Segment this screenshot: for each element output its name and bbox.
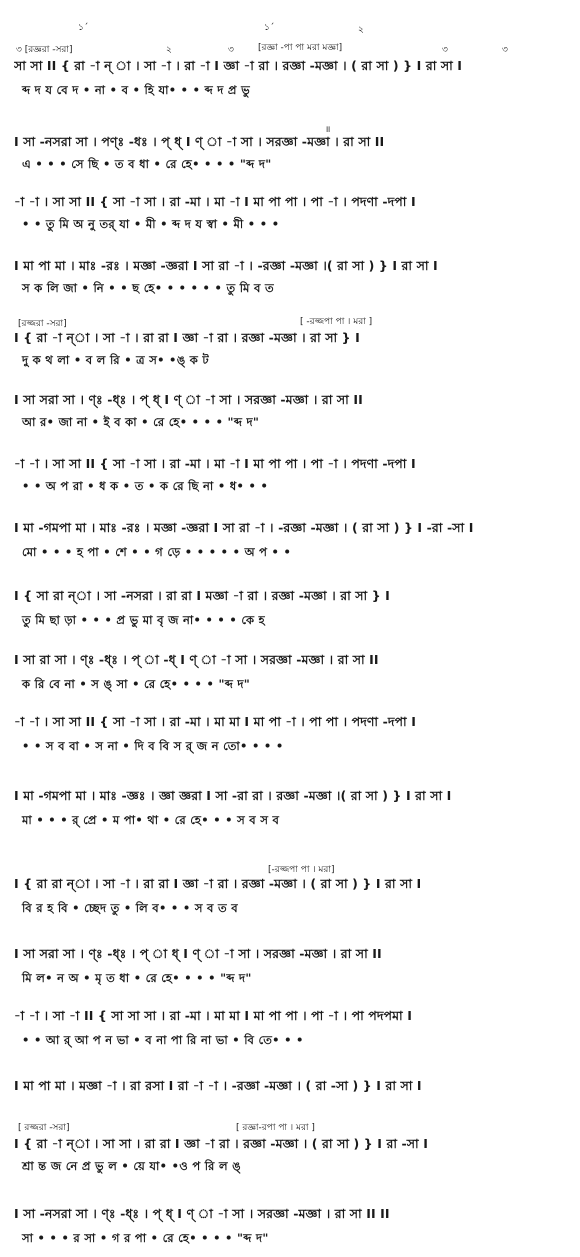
lyric-line: • • তু মি অ নু তর্ যা • মী • ব্দ দ য স্বা • মী • • • (22, 217, 280, 231)
swara-line: I { রা -া ন্া । সা -া । রা রা I জ্ঞা -া রা । রজ্ঞা -মজ্ঞা । রা সা } I (14, 330, 360, 345)
lyric-line: মো • • • হ পা • শে • • গ ড়ে • • • • • অ প • • (22, 545, 292, 559)
phrase-marking: [ রজ্জরা -সরা] (18, 1123, 70, 1133)
lyric-line: ক রি বে না • স ঙ্ সা • রে হে• • • • "ব্দ দ" (22, 677, 251, 691)
lyric-line: মি ল• ন অ • মৃ ত ধা • রে হে• • • • "ব্দ দ" (22, 971, 252, 985)
phrase-marking: [-রজ্জপা পা । মরা] (268, 865, 335, 875)
phrase-marking: [ রজ্ঞা-রপা পা । মরা ] (236, 1123, 315, 1133)
lyric-line: মা • • • র্ প্রে • ম পা• থা • রে হে• • • স ব স ব (22, 813, 280, 827)
swara-line: -া -া । সা সা II { সা -া সা । রা -মা । মা -া I মা পা পা । পা -া । পদণা -দপা I (14, 194, 416, 209)
lyric-line: তু মি ছা ড়া • • • প্র ভু মা বৃ জ না• • • • কে হ (22, 613, 265, 627)
swara-line: I মা পা মা । মজ্ঞা -া । রা রসা I রা -া -া । -রজ্ঞা -মজ্ঞা । ( রা -সা ) } I রা সা I (14, 1078, 422, 1093)
swara-line: -া -া । সা সা II { সা -া সা । রা -মা । মা মা I মা পা -া । পা পা । পদণা -দপা I (14, 714, 416, 729)
swara-line: I সা -নসরা সা । পণ্ঃ -ধঃ । প্ ধ্ I ণ্ া -া সা । সরজ্ঞা -মজ্ঞা । রা সা II (14, 134, 385, 149)
phrase-marking: ২ (166, 45, 172, 55)
phrase-marking: [রজ্জরা -সরা] (18, 319, 67, 329)
swara-line: I সা -নসরা সা । ণ্ঃ -ধ্ঃ । প্ ধ্ I ণ্ া -া সা । সরজ্ঞা -মজ্ঞা । রা সা II II (14, 1206, 390, 1221)
swara-line: -া -া । সা সা II { সা -া সা । রা -মা । মা -া I মা পা পা । পা -া । পদণা -দপা I (14, 456, 416, 471)
swara-line: I { রা -া ন্া । সা সা । রা রা I জ্ঞা -া রা । রজ্ঞা -মজ্ঞা । ( রা সা ) } I রা -সা I (14, 1136, 428, 1151)
swara-line: I মা পা মা । মাঃ -রঃ । মজ্ঞা -জ্ঞরা I সা রা -া । -রজ্ঞা -মজ্ঞা ।( রা সা ) } I রা সা I (14, 258, 438, 273)
phrase-marking: ॥ (325, 125, 331, 135)
phrase-marking: ১´ (264, 23, 275, 33)
swara-line: I মা -গমপা মা । মাঃ -জ্ঞঃ । জ্ঞা জ্ঞরা I সা -রা রা । রজ্ঞা -মজ্ঞা ।( রা সা ) } I রা সা I (14, 788, 452, 803)
lyric-line: এ • • • সে ছি • ত ব ধা • রে হে• • • • "ব্দ দ" (22, 157, 272, 171)
lyric-line: স ক লি জা • নি • • ছ হে• • • • • • তু মি ব ত (22, 281, 274, 295)
phrase-marking: ৩ (442, 45, 448, 55)
phrase-marking: [রজ্ঞা -পা পা মরা মজ্ঞা] (258, 43, 343, 53)
lyric-line: শ্রা ন্ত জ নে প্র ভু ল • য়ে যা• •ও প রি ল ঙ্ (22, 1159, 241, 1173)
swara-line: I মা -গমপা মা । মাঃ -রঃ । মজ্ঞা -জ্ঞরা I সা রা -া । -রজ্ঞা -মজ্ঞা । ( রা সা ) } I -রা -সা I (14, 520, 474, 535)
phrase-marking: ৩ (228, 45, 234, 55)
lyric-line: দু ক থ লা • ব ল রি • ত্র স• •ঙ্ ক ট (22, 353, 209, 367)
swara-line: -া -া । সা -া II { সা সা সা । রা -মা । মা মা I মা পা পা । পা -া । পা পদপমা I (14, 1008, 412, 1023)
swara-line: সা সা II { রা -া ন্ া । সা -া । রা -া I জ্ঞা -া রা । রজ্ঞা -মজ্ঞা । ( রা সা ) } I রা সা I (14, 58, 463, 73)
lyric-line: • • অ প রা • ধ ক • ত • ক রে ছি না • ধ• • • (22, 479, 269, 493)
phrase-marking: [ -রজ্জপা পা । মরা ] (300, 317, 373, 327)
swara-line: I { রা রা ন্া । সা -া । রা রা I জ্ঞা -া রা । রজ্ঞা -মজ্ঞা । ( রা সা ) } I রা সা I (14, 876, 422, 891)
phrase-marking: ৩ (502, 45, 508, 55)
lyric-line: • • স ব বা • স না • দি ব বি স র্ জ ন তো• • • • (22, 739, 284, 753)
phrase-marking: ৩ [রজ্ঞরা -সরা] (16, 45, 73, 55)
lyric-line: সা • • • র সা • গ র পা • রে হে• • • • "ব্দ দ" (22, 1231, 269, 1245)
lyric-line: ব্দ দ য বে দ • না • ব • হি যা• • • ব্দ দ প্র ভু (22, 83, 250, 97)
phrase-marking: ২ (358, 25, 364, 35)
swara-line: I সা সরা সা । ণ্ঃ -ধ্ঃ । প্ া ধ্ I ণ্ া -া সা । সরজ্ঞা -মজ্ঞা । রা সা II (14, 946, 382, 961)
lyric-line: আ র• জা না • ই ব কা • রে হে• • • • "ব্দ দ" (22, 415, 260, 429)
lyric-line: বি র হ বি • চ্ছেদ তু • লি ব• • • স ব ত ব (22, 901, 238, 915)
swara-line: I সা রা সা । ণ্ঃ -ধ্ঃ । প্ া -ধ্ I ণ্ া -া সা । সরজ্ঞা -মজ্ঞা । রা সা II (14, 652, 379, 667)
lyric-line: • • আ র্ আ প ন ভা • ব না পা রি না ভা • বি তে• • • (22, 1033, 304, 1047)
swara-line: I সা সরা সা । ণ্ঃ -ধ্ঃ । প্ ধ্ I ণ্ া -া সা । সরজ্ঞা -মজ্ঞা । রা সা II (14, 392, 363, 407)
phrase-marking: ১´ (78, 23, 89, 33)
swara-line: I { সা রা ন্া । সা -নসরা । রা রা I মজ্ঞা -া রা । রজ্ঞা -মজ্ঞা । রা সা } I (14, 588, 390, 603)
